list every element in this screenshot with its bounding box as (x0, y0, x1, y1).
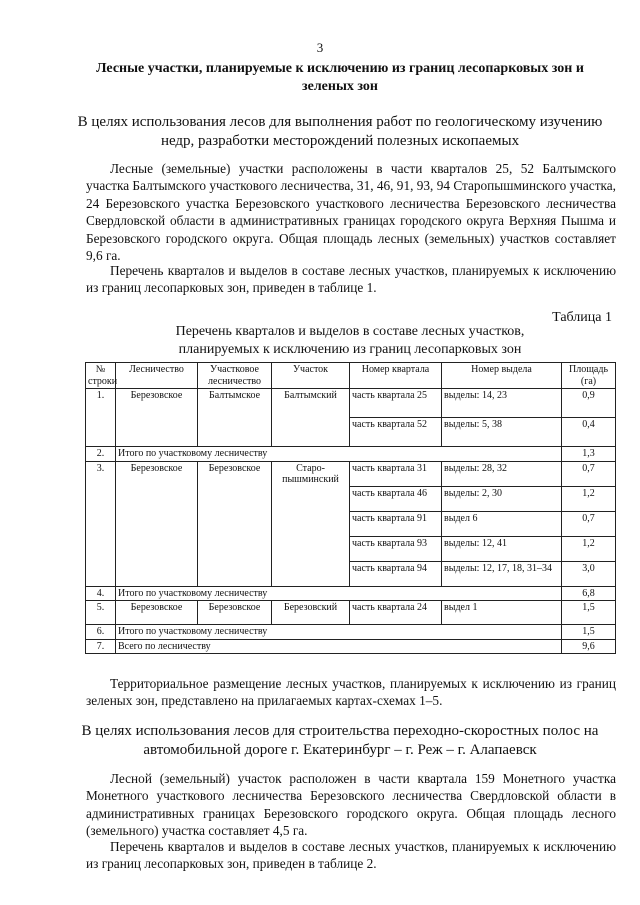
row-total-label: Итого по участковому лесничеству (116, 447, 562, 462)
row-quarter: часть квартала 24 (350, 601, 442, 625)
after-table-paragraph: Территориальное размещение лесных участков, планируемых к исключению из границ зеленых зон, представлено на прилагаемых картах-схемах 1–5. (86, 676, 616, 709)
row-area: 1,2 (562, 536, 616, 561)
row-area: 0,7 (562, 461, 616, 486)
row-num: 5. (86, 601, 116, 625)
row-quarter: часть квартала 93 (350, 536, 442, 561)
row-area: 9,6 (562, 639, 616, 654)
table1 (85, 362, 616, 654)
row-total-label: Всего по лесничеству (116, 639, 562, 654)
row-area: 1,2 (562, 486, 616, 511)
row-quarter: часть квартала 94 (350, 561, 442, 586)
header-allotment: Номер выдела (442, 363, 562, 389)
row-district: Березовское (198, 461, 272, 586)
row-allotment: выделы: 28, 32 (442, 461, 562, 486)
header-forestry: Лесничество (116, 363, 198, 389)
row-area: 0,9 (562, 389, 616, 418)
section2-paragraph-2: Перечень кварталов и выделов в составе лесных участков, планируемых к исключению из границ лесопарковых зон, приведен в таблице 2. (86, 839, 616, 872)
row-area: 1,3 (562, 447, 616, 462)
header-num: № строки (86, 363, 116, 389)
row-num: 6. (86, 625, 116, 640)
row-area: 0,4 (562, 418, 616, 447)
row-total-label: Итого по участковому лесничеству (116, 625, 562, 640)
row-allotment: выделы: 12, 17, 18, 31–34 (442, 561, 562, 586)
table-row (86, 461, 616, 486)
row-area: 1,5 (562, 625, 616, 640)
table-row-total (86, 625, 616, 640)
section1-heading: В целях использования лесов для выполнения работ по геологическому изучению недр, разработки месторождений полезных ископаемых (77, 114, 603, 149)
row-allotment: выделы: 2, 30 (442, 486, 562, 511)
table-row-total (86, 639, 616, 654)
row-quarter: часть квартала 91 (350, 511, 442, 536)
row-area: 0,7 (562, 511, 616, 536)
row-allotment: выделы: 5, 38 (442, 418, 562, 447)
row-num: 4. (86, 586, 116, 601)
table1-title-line1: Перечень кварталов и выделов в составе лесных участков, (175, 324, 525, 339)
row-allotment: выделы: 12, 41 (442, 536, 562, 561)
table-header-row (86, 363, 616, 389)
table1-title (100, 323, 600, 359)
row-quarter: часть квартала 25 (350, 389, 442, 418)
row-area: 3,0 (562, 561, 616, 586)
row-forestry: Березовское (116, 601, 198, 625)
row-allotment: выдел 1 (442, 601, 562, 625)
row-forestry: Березовское (116, 389, 198, 447)
table-row (86, 389, 616, 418)
table1-label: Таблица 1 (552, 310, 612, 325)
section1-paragraph-1: Лесные (земельные) участки расположены в части кварталов 25, 52 Балтымского участка Балтымского участкового лесничества, 31, 46, 91, 93, 94 Старопышминского участка, 24 Березовского участка Березовского участкового лесничества Березовского лесничества Свердловской области в административных границах городского округа Верхняя Пышма и Березовского городского округа. Общая площадь лесных (земельных) участков составляет 9,6 га. (86, 161, 616, 264)
header-site: Участок (272, 363, 350, 389)
row-site: Старо-пышминский (272, 461, 350, 586)
row-num: 1. (86, 389, 116, 447)
row-total-label: Итого по участковому лесничеству (116, 586, 562, 601)
row-quarter: часть квартала 52 (350, 418, 442, 447)
row-quarter: часть квартала 46 (350, 486, 442, 511)
section1-paragraph-2: Перечень кварталов и выделов в составе лесных участков, планируемых к исключению из границ лесопарковых зон, приведен в таблице 1. (86, 263, 616, 296)
row-num: 3. (86, 461, 116, 586)
row-site: Балтымский (272, 389, 350, 447)
header-area: Площадь (га) (562, 363, 616, 389)
table-row-total (86, 447, 616, 462)
row-forestry: Березовское (116, 461, 198, 586)
table1-title-line2: планируемых к исключению из границ лесопарковых зон (178, 342, 522, 357)
row-num: 7. (86, 639, 116, 654)
section2-paragraph-1: Лесной (земельный) участок расположен в части квартала 159 Монетного участка Монетного участкового лесничества Березовского лесничества Свердловской области в административных границах Березовского городского округа. Общая площадь лесного (земельного) участка составляет 4,5 га. (86, 771, 616, 839)
page-number: 3 (316, 40, 324, 55)
row-site: Березовский (272, 601, 350, 625)
row-district: Балтымское (198, 389, 272, 447)
header-quarter: Номер квартала (350, 363, 442, 389)
row-area: 1,5 (562, 601, 616, 625)
row-allotment: выдел 6 (442, 511, 562, 536)
row-area: 6,8 (562, 586, 616, 601)
table-row-total (86, 586, 616, 601)
row-allotment: выделы: 14, 23 (442, 389, 562, 418)
row-district: Березовское (198, 601, 272, 625)
row-num: 2. (86, 447, 116, 462)
row-quarter: часть квартала 31 (350, 461, 442, 486)
table-row (86, 601, 616, 625)
header-district: Участковое лесничество (198, 363, 272, 389)
section2-heading: В целях использования лесов для строительства переходно-скоростных полос на автомобильной дороге г. Екатеринбург – г. Реж – г. Алапаевск (81, 723, 599, 758)
main-title: Лесные участки, планируемые к исключению из границ лесопарковых зон и зеленых зон (96, 61, 584, 94)
